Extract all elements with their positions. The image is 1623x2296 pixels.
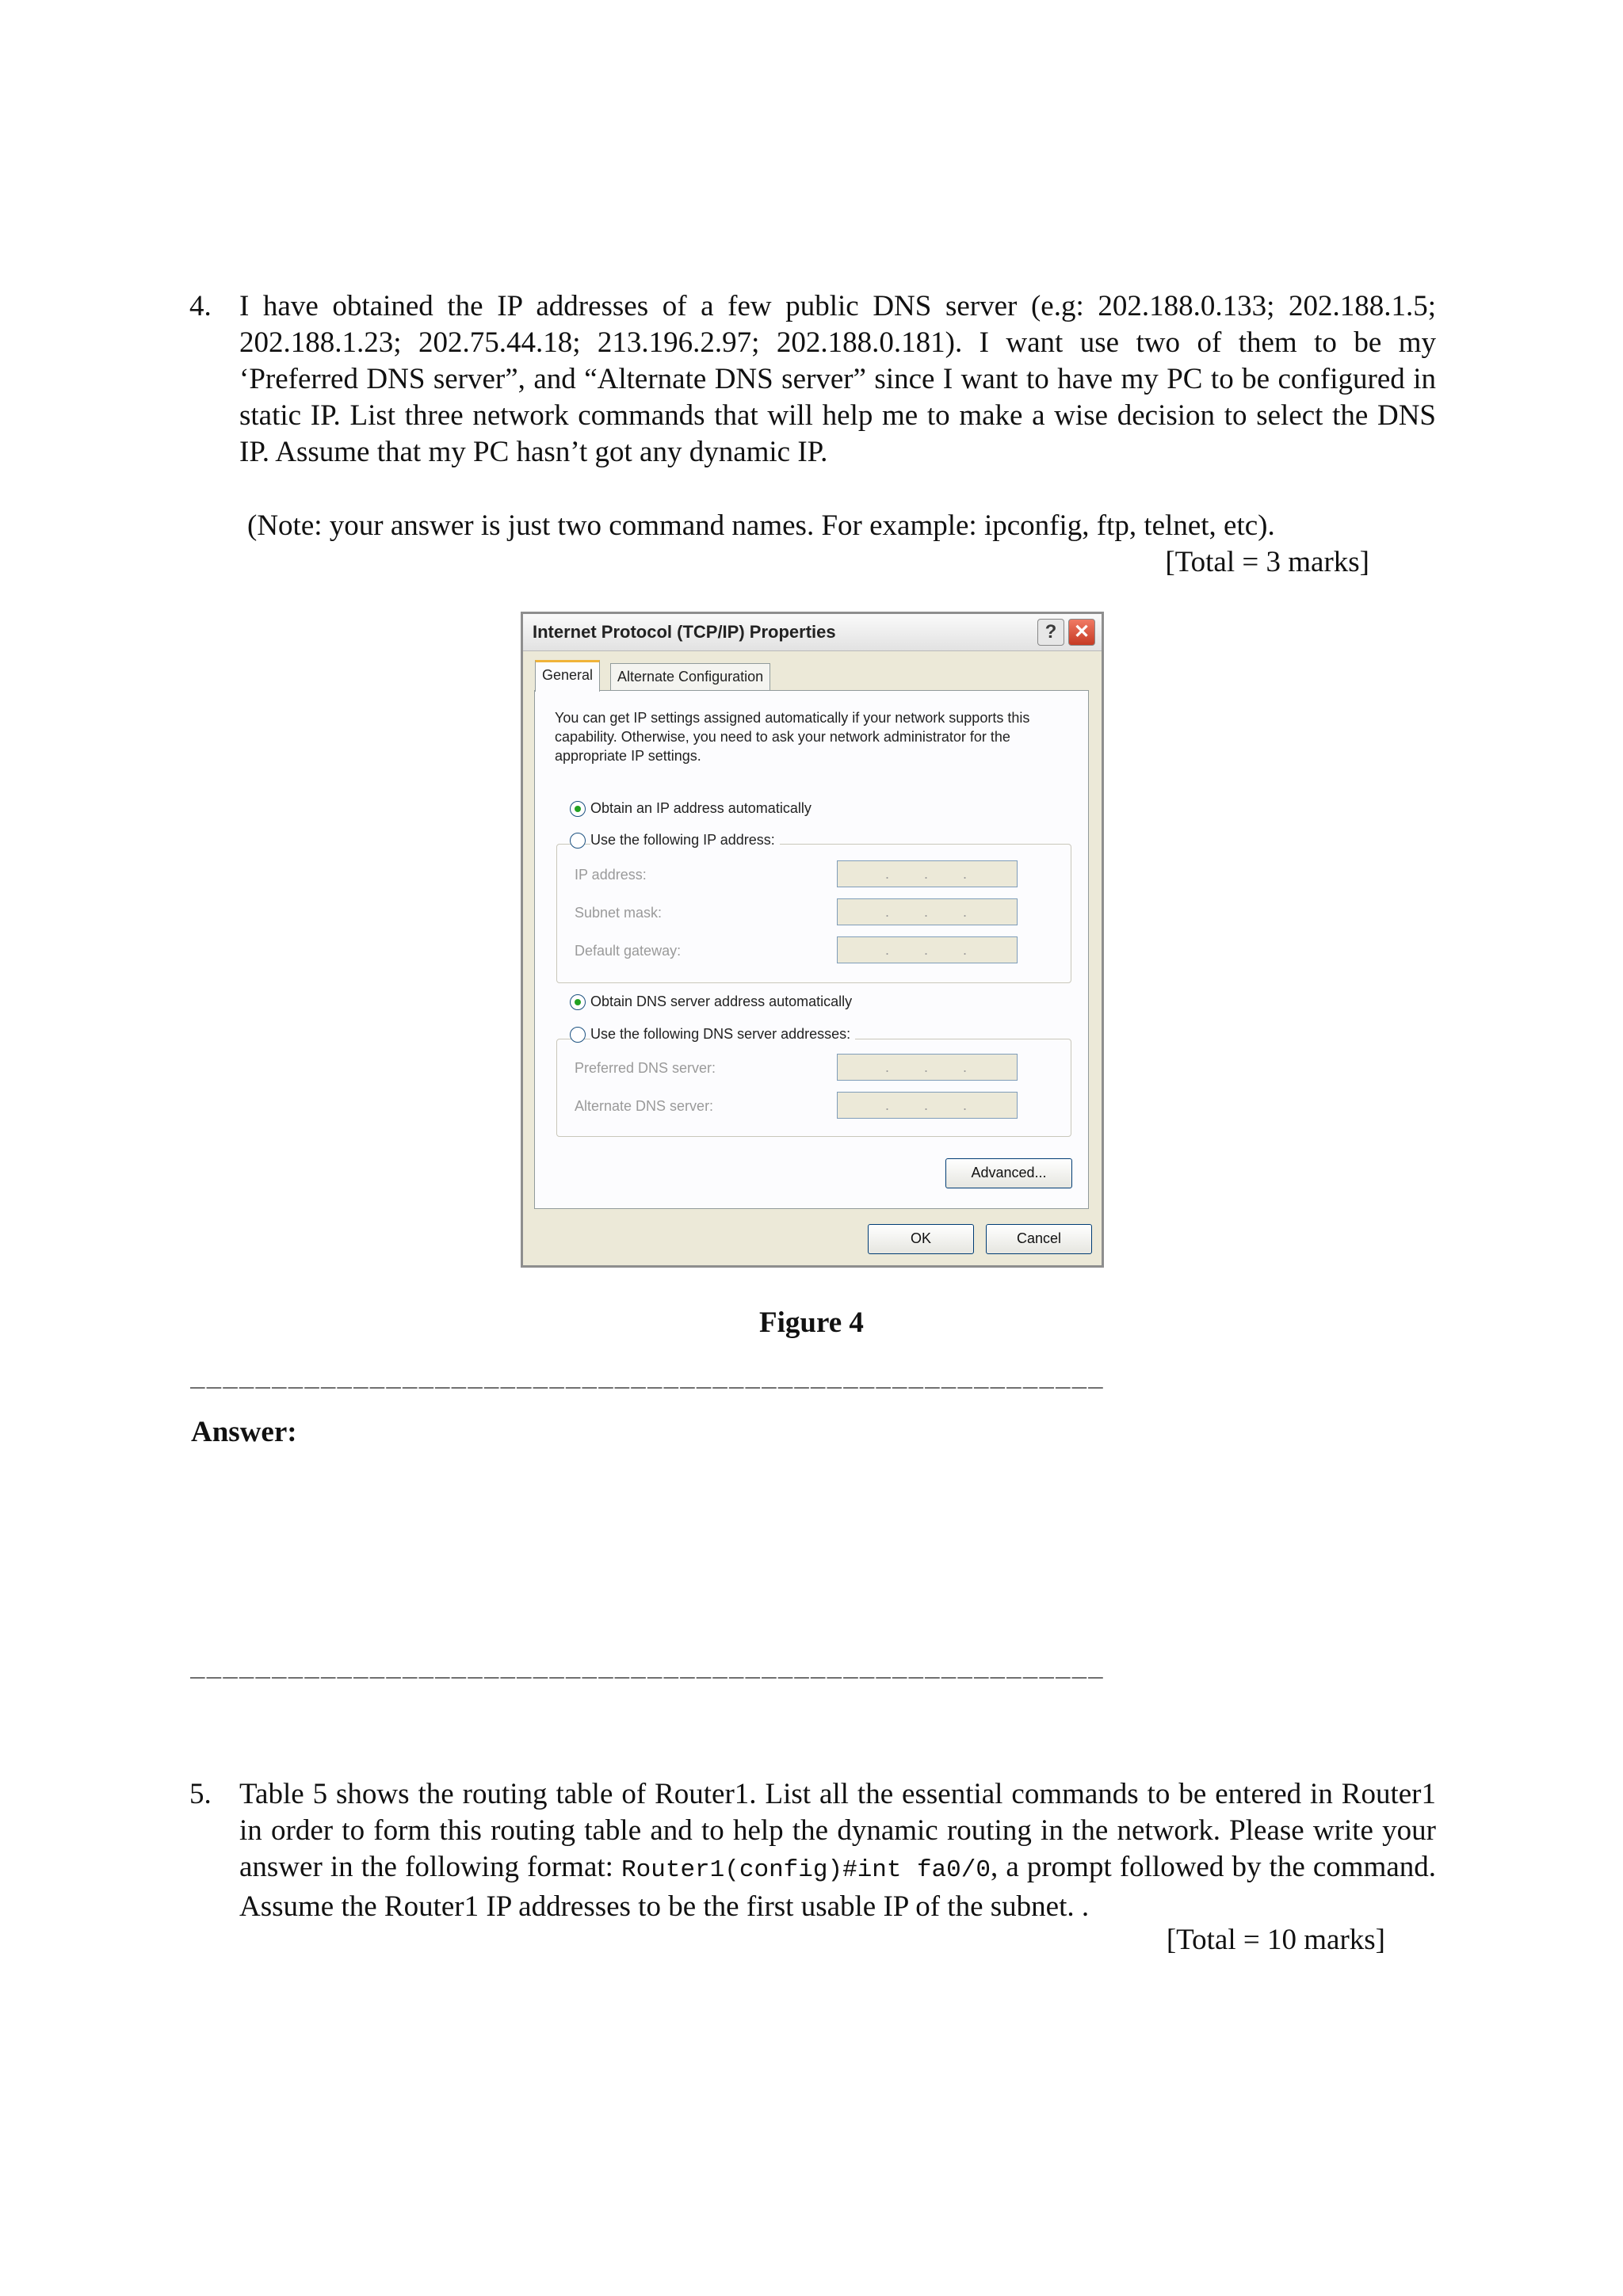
- default-gateway-label: Default gateway:: [575, 943, 682, 959]
- intro-text: You can get IP settings assigned automatically if your network supports this capability. Otherwise, you need to ask your network administrator for the appropriate IP settings.: [555, 710, 1030, 764]
- total-marks: [Total = 10 marks]: [1166, 1924, 1385, 1956]
- tab-alternate-configuration[interactable]: Alternate Configuration: [610, 663, 770, 690]
- default-gateway-field[interactable]: ...: [837, 936, 1018, 963]
- cancel-button[interactable]: Cancel: [986, 1224, 1092, 1254]
- question-note: (Note: your answer is just two command names. For example: ipconfig, ftp, telnet, etc).: [247, 509, 1275, 542]
- question-number: 5.: [189, 1778, 212, 1810]
- dns-manual-label: Use the following DNS server addresses:: [590, 1026, 855, 1043]
- ok-button[interactable]: OK: [868, 1224, 974, 1254]
- ip-auto-radio[interactable]: [570, 801, 586, 817]
- command-format-example: Router1(config)#int fa0/0: [621, 1856, 991, 1884]
- tab-general[interactable]: General: [535, 660, 600, 692]
- divider-bottom: ________________________________________________________: [190, 1656, 1105, 1684]
- question-text-part1: Table 5 shows the routing table of Router1. List all the essential commands to be entered in Router1 in order to form this routing table and to help the dynamic routing in the network. Please write your answer in the following format:: [239, 1778, 1436, 1883]
- dns-auto-radio[interactable]: [570, 994, 586, 1010]
- ip-manual-radio[interactable]: [570, 833, 586, 849]
- question-text: [239, 1776, 1436, 1925]
- preferred-dns-label: Preferred DNS server:: [575, 1060, 716, 1076]
- question-number: 4.: [189, 290, 212, 322]
- figure-caption: Figure 4: [759, 1306, 864, 1339]
- ip-address-label: IP address:: [575, 867, 647, 883]
- alternate-dns-label: Alternate DNS server:: [575, 1098, 714, 1114]
- advanced-button[interactable]: Advanced...: [945, 1158, 1072, 1188]
- preferred-dns-field[interactable]: ...: [837, 1054, 1018, 1081]
- dns-manual-radio[interactable]: [570, 1027, 586, 1043]
- alternate-dns-field[interactable]: ...: [837, 1092, 1018, 1119]
- question-text: I have obtained the IP addresses of a few public DNS server (e.g: 202.188.0.133; 202.188.1.5; 202.188.1.23; 202.75.44.18; 213.196.2.97; 202.188.0.181). I want use two of them to be my ‘Preferred DNS server”, and “Alternate DNS server” since I want to have my PC to be configured in static IP. List three network commands that will help me to make a wise decision to select the DNS IP. Assume that my PC hasn’t got any dynamic IP.: [239, 290, 1436, 468]
- dialog-title: Internet Protocol (TCP/IP) Properties: [533, 622, 836, 642]
- ip-auto-label: Obtain an IP address automatically: [590, 800, 812, 816]
- general-panel: [534, 690, 1089, 1209]
- ip-manual-label: Use the following IP address:: [590, 832, 780, 849]
- divider-top: ________________________________________________________: [190, 1366, 1105, 1394]
- close-button[interactable]: ✕: [1068, 619, 1095, 646]
- total-marks: [Total = 3 marks]: [1165, 546, 1369, 578]
- question-text-part2: , a prompt followed by the command. Assume the Router1 IP addresses to be the first usable IP of the subnet. .: [239, 1851, 1437, 1923]
- tcpip-properties-dialog: [521, 612, 1104, 1268]
- title-bar: [523, 614, 1102, 651]
- subnet-mask-label: Subnet mask:: [575, 905, 663, 921]
- dns-auto-label: Obtain DNS server address automatically: [590, 994, 853, 1009]
- answer-label: Answer:: [191, 1416, 297, 1448]
- ip-address-field[interactable]: ...: [837, 860, 1018, 887]
- help-button[interactable]: ?: [1037, 619, 1064, 646]
- subnet-mask-field[interactable]: ...: [837, 898, 1018, 925]
